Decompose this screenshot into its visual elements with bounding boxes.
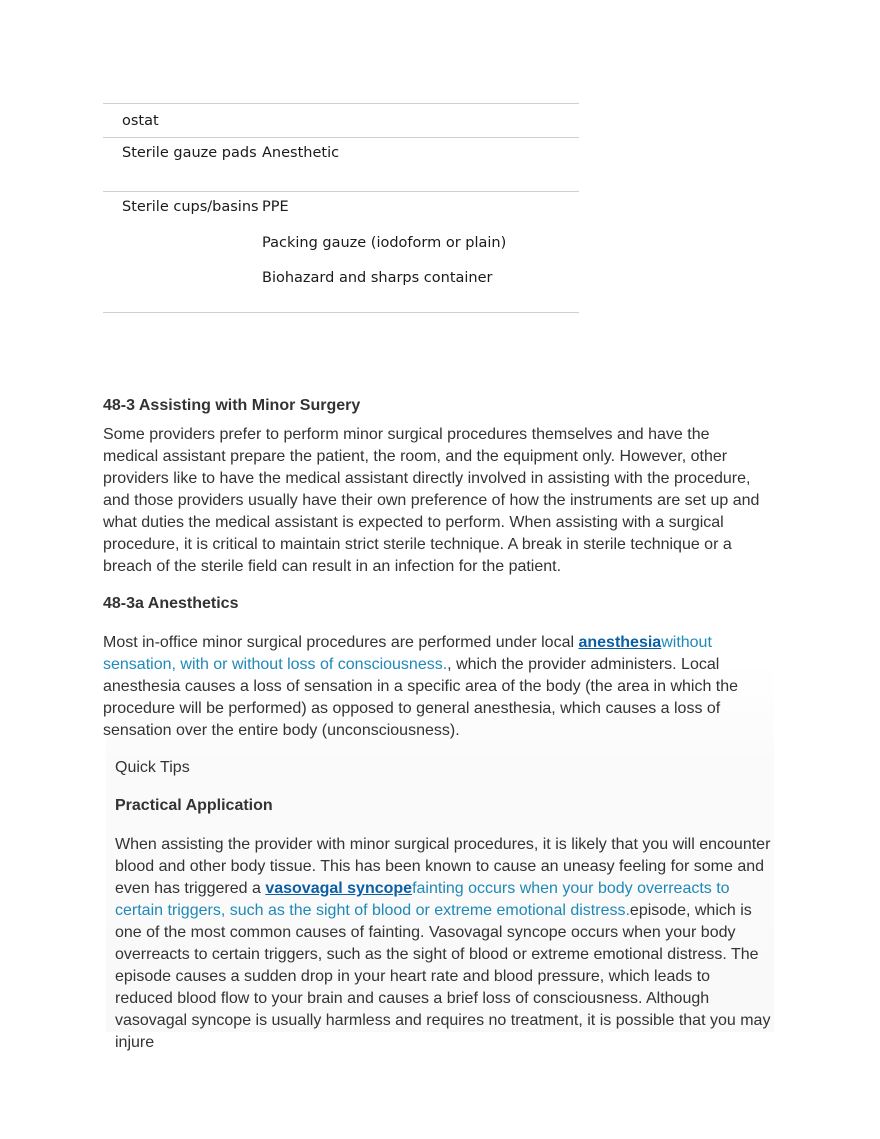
glossary-definition: fainting occurs when your body overreacts to certain triggers, such as the sight of blood or extreme emotional distress. [115,880,730,919]
quick-tips-title: Practical Application [115,797,273,814]
quick-tips-label: Quick Tips [115,759,190,776]
text-run: Most in-office minor surgical procedures are performed under local [103,634,579,651]
table-cell-item: Packing gauze (iodoform or plain) [262,234,507,251]
section-heading: 48-3 Assisting with Minor Surgery [103,397,361,414]
table-cell: Anesthetic [262,145,340,161]
subsection-heading: 48-3a Anesthetics [103,595,239,612]
table-cell-item: Biohazard and sharps container [262,270,493,286]
quick-tips-body [115,834,771,1054]
text-run: episode, which is one of the most common causes of fainting. Vasovagal syncope occurs when your body overreacts to certain triggers, such as the sight of blood or extreme emotional distress. The episode causes a sudden drop in your heart rate and blood pressure, which leads to reduced blood flow to your brain and causes a brief loss of consciousness. Although vasovagal syncope is usually harmless and requires no treatment, it is possible that you may injure [115,902,771,1051]
glossary-term-link[interactable]: vasovagal syncope [265,880,413,897]
table-row [103,104,579,138]
table-cell: Sterile gauze pads [122,145,257,161]
glossary-definition: without sensation, with or without loss of consciousness. [103,634,712,673]
table-row [103,138,579,192]
table-cell-item: PPE [262,199,289,215]
table-cell [262,104,579,137]
table-cell: ostat [122,113,159,129]
section-body: Some providers prefer to perform minor surgical procedures themselves and have the medical assistant prepare the patient, the room, and the equipment only. However, other providers like to have the medical assistant directly involved in assisting with the procedure, and those providers usually have their own preference of how the instruments are set up and what duties the medical assistant is expected to perform. When assisting with a surgical procedure, it is critical to maintain strict sterile technique. A break in sterile technique or a breach of the sterile field can result in an infection for the patient. [103,426,760,575]
text-run: When assisting the provider with minor surgical procedures, it is likely that you will encounter blood and other body tissue. This has been known to cause an uneasy feeling for some and even has triggered a [115,836,771,897]
anesthetics-body [103,632,769,742]
table-cell: Sterile cups/basins [122,199,259,215]
supplies-table [103,103,579,313]
table-row [103,192,579,313]
text-run: , which the provider administers. Local anesthesia causes a loss of sensation in a specific area of the body (the area in which the procedure will be performed) as opposed to general anesthesia, which causes a loss of sensation over the entire body (unconsciousness). [103,656,739,739]
table-cell [262,192,579,312]
glossary-term-link[interactable]: anesthesia [578,634,662,651]
